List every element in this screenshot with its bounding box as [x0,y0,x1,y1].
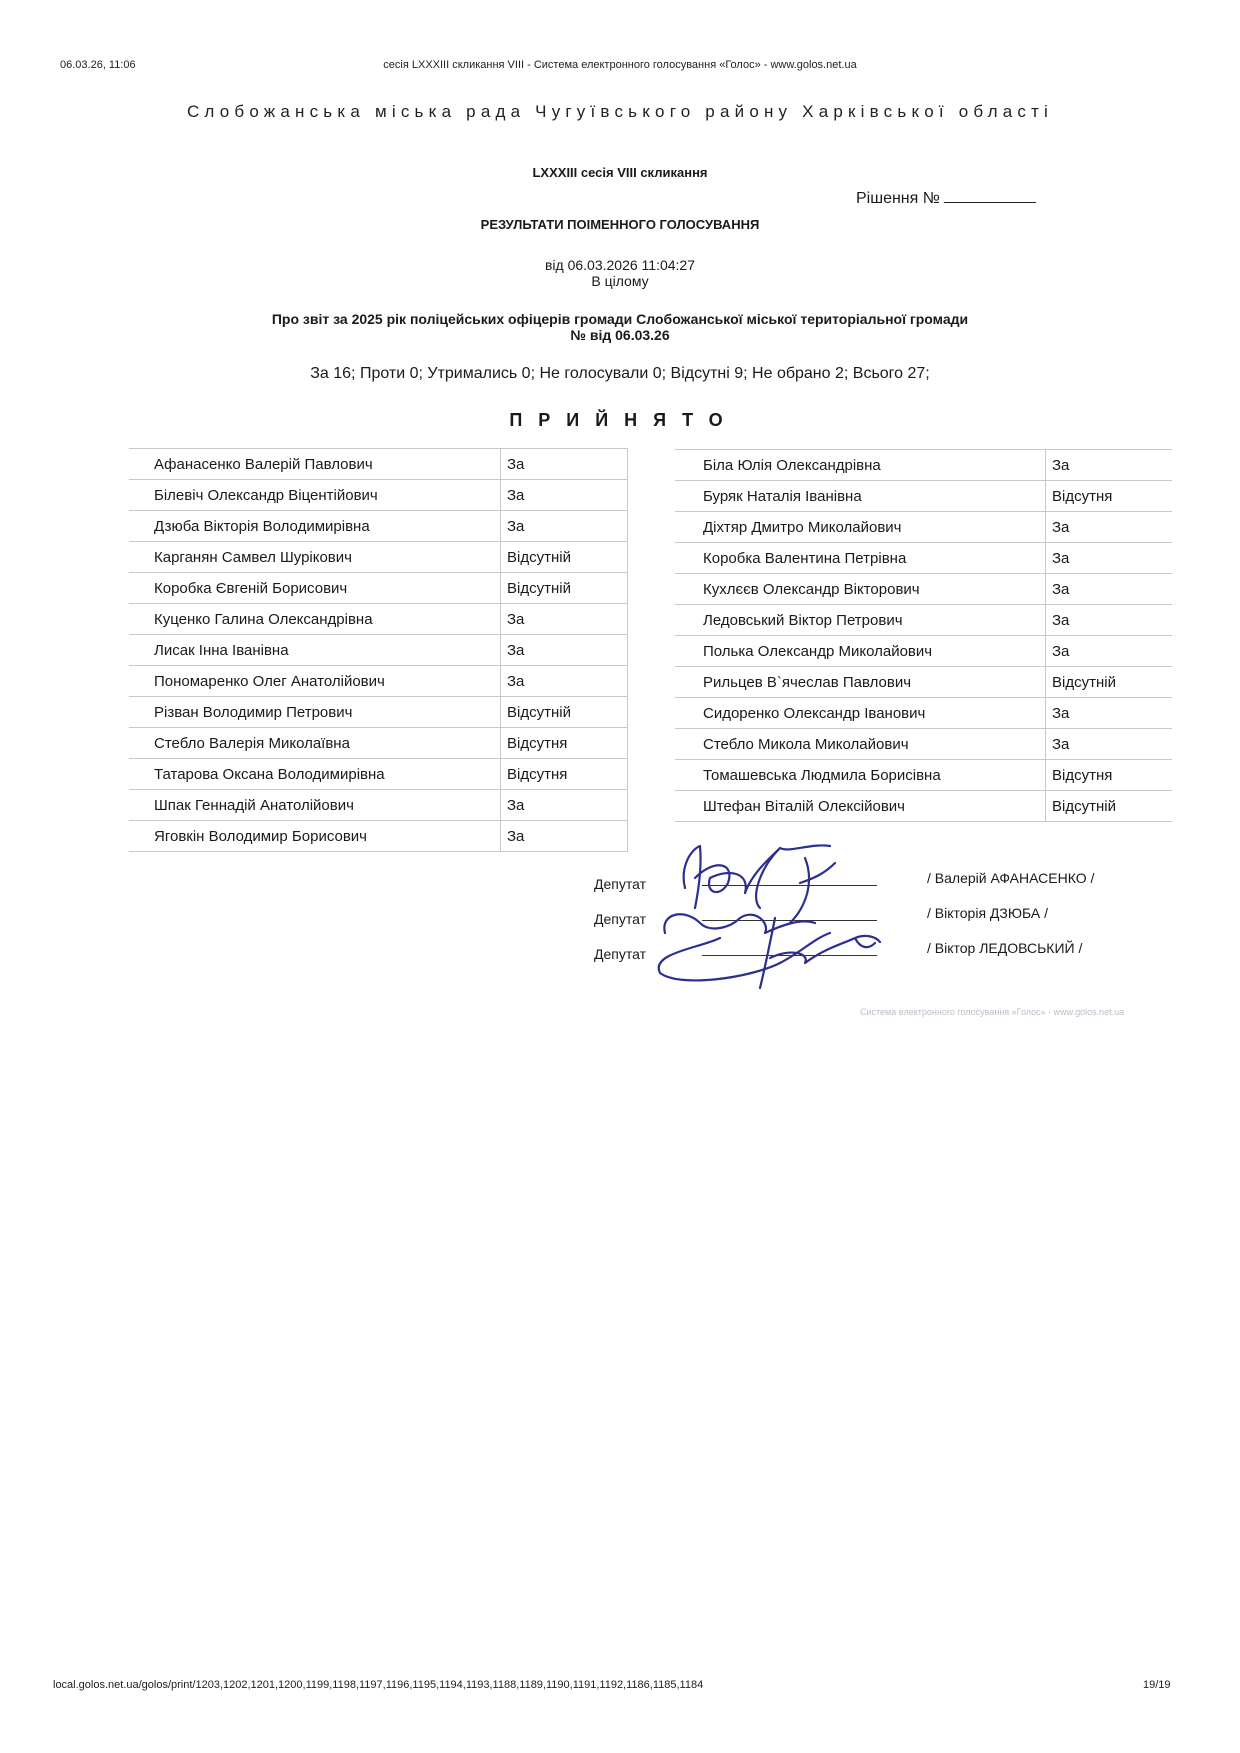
decision-number [856,188,1036,208]
vote-outcome: ПРИЙНЯТО [509,410,739,430]
vote-value: Відсутній [501,573,628,604]
council-name: Слобожанська міська рада Чугуївського району Харківської області [186,102,1054,121]
deputy-name: Полька Олександр Миколайович [675,636,1046,667]
signatory-name: / Валерій АФАНАСЕНКО / [927,870,1095,886]
deputy-name: Штефан Віталій Олексійович [675,791,1046,822]
vote-value: За [501,666,628,697]
vote-row [675,760,1172,791]
session-title: LXXXIII сесія VIII скликання [532,165,708,180]
vote-value: Відсутня [1046,481,1173,512]
deputy-name: Сидоренко Олександр Іванович [675,698,1046,729]
vote-value: За [1046,543,1173,574]
deputy-name: Рильцев В`ячеслав Павлович [675,667,1046,698]
deputy-name: Томашевська Людмила Борисівна [675,760,1046,791]
vote-row [675,512,1172,543]
votes-table-right [675,449,1172,822]
vote-row [129,790,628,821]
handwritten-signatures [640,838,930,998]
vote-row [129,759,628,790]
vote-value: За [1046,698,1173,729]
deputy-name: Стебло Валерія Миколаївна [129,728,501,759]
deputy-name: Шпак Геннадій Анатолійович [129,790,501,821]
signature-label: Депутат [594,876,646,892]
vote-row [129,697,628,728]
subject-number: № від 06.03.26 [570,327,670,343]
vote-value: Відсутній [501,697,628,728]
deputy-name: Діхтяр Дмитро Миколайович [675,512,1046,543]
vote-row [675,481,1172,512]
vote-summary: За 16; Проти 0; Утримались 0; Не голосували 0; Відсутні 9; Не обрано 2; Всього 27; [310,365,930,382]
deputy-name: Кухлєєв Олександр Вікторович [675,574,1046,605]
deputy-name: Яговкін Володимир Борисович [129,821,501,852]
vote-value: Відсутній [1046,667,1173,698]
vote-row [675,574,1172,605]
vote-row [675,636,1172,667]
print-header: сесія LXXXIII скликання VIII - Система електронного голосування «Голос» - www.golos.net.ua [383,59,857,71]
vote-row [129,511,628,542]
deputy-name: Коробка Валентина Петрівна [675,543,1046,574]
deputy-name: Татарова Оксана Володимирівна [129,759,501,790]
vote-value: За [1046,450,1173,481]
vote-value: За [501,511,628,542]
deputy-name: Різван Володимир Петрович [129,697,501,728]
vote-value: Відсутня [501,759,628,790]
vote-value: За [1046,605,1173,636]
print-date: 06.03.26, 11:06 [60,59,136,71]
vote-value: За [501,604,628,635]
deputy-name: Дзюба Вікторія Володимирівна [129,511,501,542]
deputy-name: Ледовський Віктор Петрович [675,605,1046,636]
page-number: 19/19 [1143,1679,1171,1691]
decision-blank-line [944,188,1036,203]
deputy-name: Білевіч Олександр Віцентійович [129,480,501,511]
print-url: local.golos.net.ua/golos/print/1203,1202,1201,1200,1199,1198,1197,1196,1195,1194,1193,1188,1189,1190,1191,1192,1186,1185,1184 [53,1679,704,1691]
vote-value: За [501,480,628,511]
vote-value: Відсутній [1046,791,1173,822]
deputy-name: Пономаренко Олег Анатолійович [129,666,501,697]
vote-value: За [501,790,628,821]
vote-row [129,480,628,511]
subject-title: Про звіт за 2025 рік поліцейських офіцерів громади Слобожанської міської територіальної громади [271,311,969,327]
votes-table-left [129,448,628,852]
results-title: РЕЗУЛЬТАТИ ПОІМЕННОГО ГОЛОСУВАННЯ [480,217,760,232]
vote-datetime: від 06.03.2026 11:04:27 [544,257,696,273]
vote-row [129,821,628,852]
vote-value: За [1046,512,1173,543]
vote-value: За [1046,574,1173,605]
vote-row [675,450,1172,481]
deputy-name: Стебло Микола Миколайович [675,729,1046,760]
vote-row [675,605,1172,636]
deputy-name: Буряк Наталія Іванівна [675,481,1046,512]
deputy-name: Біла Юлія Олександрівна [675,450,1046,481]
vote-value: За [501,821,628,852]
vote-value: За [501,449,628,480]
deputy-name: Куценко Галина Олександрівна [129,604,501,635]
signatory-name: / Вікторія ДЗЮБА / [927,905,1048,921]
vote-row [675,667,1172,698]
vote-row [129,635,628,666]
deputy-name: Коробка Євгеній Борисович [129,573,501,604]
vote-row [675,729,1172,760]
subject-block [0,311,1240,343]
vote-row [675,791,1172,822]
vote-row [129,573,628,604]
vote-row [675,698,1172,729]
vote-row [129,728,628,759]
vote-row [129,449,628,480]
vote-scope: В цілому [591,273,649,289]
vote-row [129,604,628,635]
vote-value: За [1046,636,1173,667]
deputy-name: Карганян Самвел Шурікович [129,542,501,573]
vote-row [129,666,628,697]
vote-value: Відсутній [501,542,628,573]
decision-label: Рішення № [856,190,940,207]
deputy-name: Лисак Інна Іванівна [129,635,501,666]
vote-value: За [1046,729,1173,760]
vote-row [675,543,1172,574]
signature-label: Депутат [594,946,646,962]
system-watermark: Система електронного голосування «Голос» · www.golos.net.ua [860,1007,1125,1017]
vote-row [129,542,628,573]
vote-value: За [501,635,628,666]
deputy-name: Афанасенко Валерій Павлович [129,449,501,480]
vote-value: Відсутня [501,728,628,759]
signatory-name: / Віктор ЛЕДОВСЬКИЙ / [927,940,1083,956]
vote-datetime-block [0,257,1240,289]
vote-value: Відсутня [1046,760,1173,791]
signature-label: Депутат [594,911,646,927]
